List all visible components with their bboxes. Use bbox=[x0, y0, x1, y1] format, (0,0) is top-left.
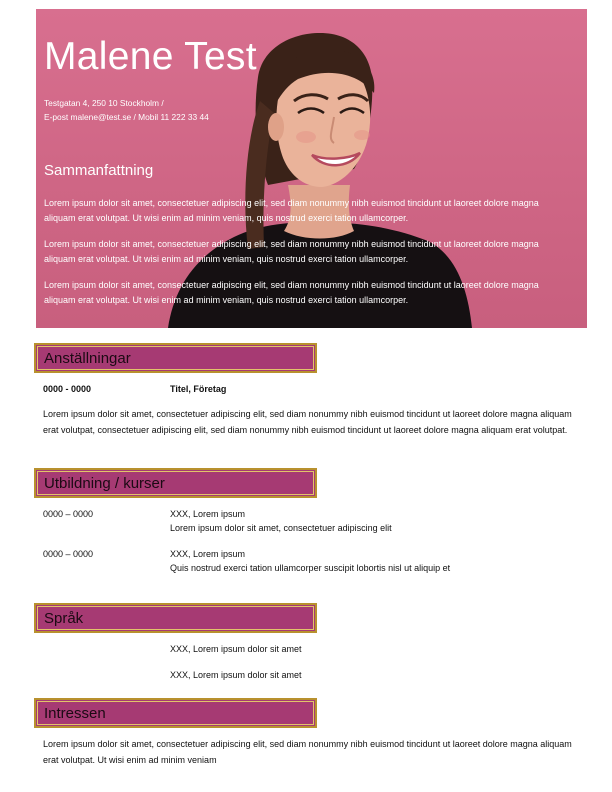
languages-heading: Språk bbox=[44, 610, 84, 627]
summary-paragraph: Lorem ipsum dolor sit amet, consectetuer adipiscing elit, sed diam nonummy nibh euismod tincidunt ut laoreet dolore magna aliquam erat volutpat. Ut wisi enim ad minim veniam, quis nostrud exerci tation ullamcorper. bbox=[44, 198, 539, 223]
interests-section-header bbox=[34, 698, 317, 728]
address-line: Testgatan 4, 250 10 Stockholm / bbox=[44, 98, 164, 108]
employment-description: Lorem ipsum dolor sit amet, consectetuer adipiscing elit, sed diam nonummy nibh euismod tincidunt ut laoreet dolore magna aliquam erat volutpat, consectetuer adipiscing elit, sed diam nonummy nibh euismod tincidunt ut laoreet dolore magna aliquam erat volutpat. bbox=[43, 409, 572, 435]
interests-text: Lorem ipsum dolor sit amet, consectetuer adipiscing elit, sed diam nonummy nibh euismod tincidunt ut laoreet dolore magna aliquam erat volutpat. Ut wisi enim ad minim veniam bbox=[43, 739, 572, 765]
person-name: Malene Test bbox=[44, 35, 257, 78]
education-heading: Utbildning / kurser bbox=[44, 475, 165, 492]
email-phone-line: E-post malene@test.se / Mobil 11 222 33 44 bbox=[44, 112, 209, 122]
education-section-header bbox=[34, 468, 317, 498]
education-dates: 0000 – 0000 bbox=[43, 549, 94, 559]
language-item: XXX, Lorem ipsum dolor sit amet bbox=[170, 670, 302, 680]
employment-dates: 0000 - 0000 bbox=[43, 384, 92, 394]
education-dates: 0000 – 0000 bbox=[43, 509, 94, 519]
education-description: Quis nostrud exerci tation ullamcorper suscipit lobortis nisl ut aliquip et bbox=[170, 563, 451, 573]
contact-info bbox=[44, 96, 209, 124]
employment-section-header bbox=[34, 343, 317, 373]
header-banner bbox=[36, 9, 587, 328]
language-item: XXX, Lorem ipsum dolor sit amet bbox=[170, 644, 302, 654]
interests-heading: Intressen bbox=[44, 705, 106, 722]
education-name: XXX, Lorem ipsum bbox=[170, 549, 246, 559]
education-name: XXX, Lorem ipsum bbox=[170, 509, 246, 519]
education-description: Lorem ipsum dolor sit amet, consectetuer adipiscing elit bbox=[170, 523, 392, 533]
employment-heading: Anställningar bbox=[44, 350, 131, 367]
summary-heading: Sammanfattning bbox=[44, 162, 154, 179]
summary-paragraph: Lorem ipsum dolor sit amet, consectetuer adipiscing elit, sed diam nonummy nibh euismod tincidunt ut laoreet dolore magna aliquam erat volutpat. Ut wisi enim ad minim veniam, quis nostrud exerci tation ullamcorper. bbox=[44, 239, 539, 264]
languages-section-header bbox=[34, 603, 317, 633]
summary-paragraph: Lorem ipsum dolor sit amet, consectetuer adipiscing elit, sed diam nonummy nibh euismod tincidunt ut laoreet dolore magna aliquam erat volutpat. Ut wisi enim ad minim veniam, quis nostrud exerci tation ullamcorper. bbox=[44, 280, 539, 305]
employment-role: Titel, Företag bbox=[170, 384, 227, 394]
